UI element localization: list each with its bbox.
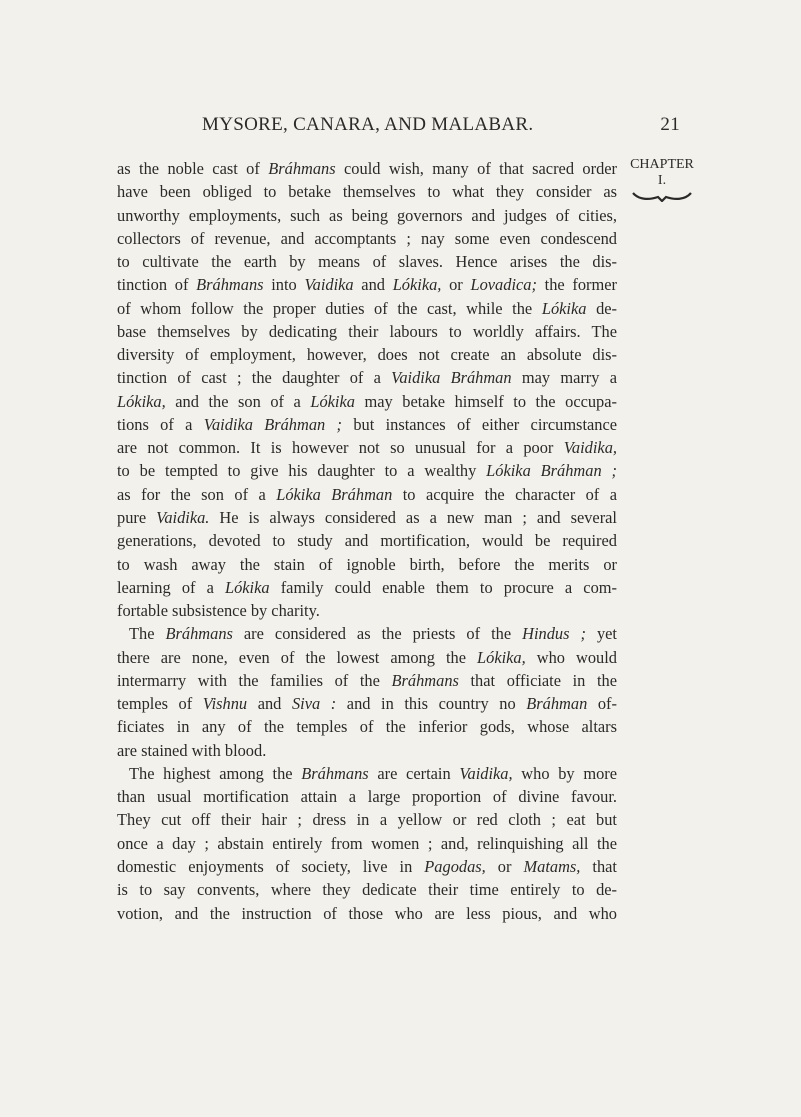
text-run: or [441, 275, 471, 295]
text-line [117, 459, 617, 482]
text-run: unworthy employments, such as being governors and judges of cities, [117, 205, 617, 225]
italic-term: Bráhmans [301, 763, 369, 783]
text-line [117, 227, 617, 250]
text-run: votion, and the instruction of those who are less pious, and who [117, 903, 617, 923]
text-line [117, 436, 617, 459]
italic-term: Bráhmans [196, 275, 264, 295]
text-run: family could enable them to procure a com- [269, 577, 617, 597]
text-run: tions of a [117, 414, 204, 434]
italic-term: Vishnu [202, 694, 248, 714]
text-run: learning of a [117, 577, 225, 597]
chapter-label: CHAPTER [630, 157, 694, 172]
running-title: MYSORE, CANARA, AND MALABAR. [202, 114, 534, 135]
italic-term: Vaidika Bráhman [391, 368, 512, 388]
text-line [117, 878, 617, 901]
text-run: base themselves by dedicating their labours to worldly affairs. The [117, 321, 617, 341]
text-run: or [485, 856, 524, 876]
text-run: yet [585, 624, 617, 644]
italic-term: Lókika, [477, 647, 526, 667]
text-run: there are none, even of the lowest among the [117, 647, 478, 667]
text-line [117, 553, 617, 576]
body-text [117, 157, 617, 925]
text-line [117, 529, 617, 552]
text-line [117, 390, 617, 413]
text-line [117, 902, 617, 925]
text-run: to be tempted to give his daughter to a wealthy [117, 461, 487, 481]
text-line [117, 762, 617, 785]
text-run: are considered as the priests of the [232, 624, 523, 644]
text-run: of whom follow the proper duties of the cast, while the [117, 298, 542, 318]
text-line [117, 413, 617, 436]
text-line [117, 576, 617, 599]
text-run: temples of [117, 694, 203, 714]
text-run: are not common. It is however not so unusual for a poor [117, 438, 564, 458]
text-line [117, 739, 617, 762]
page-number: 21 [660, 114, 680, 135]
text-line [117, 157, 617, 180]
chapter-sidenote [622, 157, 702, 202]
text-line [117, 832, 617, 855]
text-line [117, 483, 617, 506]
italic-term: Lókika [224, 577, 270, 597]
text-run: that officiate in the [458, 670, 617, 690]
text-run: of- [587, 694, 617, 714]
italic-term: Bráhman [526, 694, 588, 714]
text-run: are stained with blood. [117, 740, 267, 760]
italic-term: Bráhmans [165, 624, 233, 644]
italic-term: Siva : [291, 694, 337, 714]
text-run: and [247, 694, 292, 714]
text-run: but instances of either circumstance [342, 414, 618, 434]
text-line [117, 669, 617, 692]
text-line [117, 180, 617, 203]
text-run: may marry a [511, 368, 617, 388]
text-run: fortable subsistence by charity. [117, 601, 320, 621]
italic-term: Lókika, [392, 275, 442, 295]
text-run: tinction of cast ; the daughter of a [117, 368, 392, 388]
text-run: as the noble cast of [117, 159, 269, 178]
text-run: may betake himself to the occupa- [354, 391, 617, 411]
text-run: that [580, 856, 617, 876]
text-line [117, 366, 617, 389]
italic-term: Bráhmans [268, 159, 336, 178]
text-run: de- [586, 298, 617, 318]
italic-term: Lókika [541, 298, 587, 318]
text-run: collectors of revenue, and accomptants ; nay some even condescend [117, 228, 617, 248]
brace-ornament [631, 190, 693, 202]
italic-term: Vaidika, [459, 763, 513, 783]
text-run: The highest among the [129, 763, 302, 783]
text-run: is to say convents, where they dedicate their time entirely to de- [117, 880, 617, 900]
italic-term: Lókika, [117, 391, 166, 411]
text-run: to wash away the stain of ignoble birth, before the merits or [117, 554, 617, 574]
italic-term: Vaidika [304, 275, 354, 295]
text-line [117, 646, 617, 669]
italic-term: Vaidika, [563, 438, 617, 458]
italic-term: Vaidika Bráhman ; [203, 414, 343, 434]
text-run: than usual mortification attain a large proportion of divine favour. [117, 787, 617, 807]
text-run: tinction of [117, 275, 197, 295]
text-run: have been obliged to betake themselves to what they consider as [117, 182, 617, 202]
text-run: and [353, 275, 393, 295]
text-run: and the son of a [165, 391, 311, 411]
italic-term: Pagodas, [424, 856, 486, 876]
italic-term: Lókika Bráhman ; [486, 461, 617, 481]
text-line [117, 785, 617, 808]
text-run: who would [525, 647, 617, 667]
text-run: the former [536, 275, 617, 295]
text-run: who by more [512, 763, 617, 783]
text-line [117, 808, 617, 831]
text-line [117, 297, 617, 320]
text-run: could wish, many of that sacred order [335, 159, 617, 178]
text-run: He is always considered as a new man ; and several [209, 507, 617, 527]
text-run: The [129, 624, 166, 644]
text-line [117, 204, 617, 227]
text-run: domestic enjoyments of society, live in [117, 856, 425, 876]
italic-term: Lovadica; [470, 275, 537, 295]
italic-term: Bráhmans [391, 670, 459, 690]
text-run: are certain [368, 763, 460, 783]
text-line [117, 506, 617, 529]
text-line [117, 250, 617, 273]
italic-term: Lókika [310, 391, 355, 411]
text-line [117, 320, 617, 343]
text-run: as for the son of a [117, 484, 277, 504]
text-run: ficiates in any of the temples of the inferior gods, whose altars [117, 717, 617, 737]
text-run: intermarry with the families of the [117, 670, 392, 690]
text-run: once a day ; abstain entirely from women ; and, relinquishing all the [117, 833, 617, 853]
italic-term: Matams, [523, 856, 581, 876]
text-run: diversity of employment, however, does not create an absolute dis- [117, 345, 617, 365]
text-run: and in this country no [336, 694, 527, 714]
chapter-number: I. [657, 173, 667, 188]
text-line [117, 715, 617, 738]
italic-term: Hindus ; [522, 624, 586, 644]
italic-term: Lókika Bráhman [276, 484, 393, 504]
text-line [117, 273, 617, 296]
text-run: pure [117, 507, 157, 527]
italic-term: Vaidika. [156, 507, 210, 527]
text-run: generations, devoted to study and mortification, would be required [117, 531, 617, 551]
text-run: into [263, 275, 305, 295]
text-line [117, 622, 617, 645]
text-run: They cut off their hair ; dress in a yellow or red cloth ; eat but [117, 810, 617, 830]
text-line [117, 599, 617, 622]
text-line [117, 855, 617, 878]
text-run: to acquire the character of a [392, 484, 617, 504]
text-line [117, 343, 617, 366]
text-run: to cultivate the earth by means of slaves. Hence arises the dis- [117, 252, 617, 272]
text-line [117, 692, 617, 715]
